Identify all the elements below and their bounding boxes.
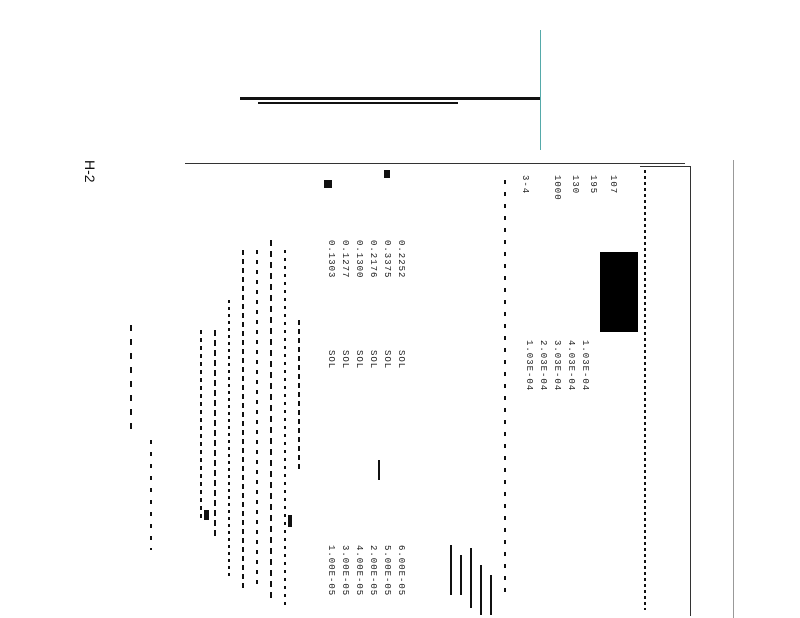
scan-column-5 — [256, 250, 258, 590]
header-code-2: 195 — [588, 175, 598, 195]
table-right-frame-top — [640, 166, 690, 167]
scan-artifact-top-2 — [258, 102, 458, 104]
page-right-edge — [733, 160, 734, 618]
header-code-1: 107 — [608, 175, 618, 195]
scan-column-8 — [298, 320, 300, 470]
redaction-block — [600, 252, 638, 332]
sol-label-3: SOL — [354, 350, 364, 370]
scan-column-6 — [270, 240, 272, 600]
sol-label-6: SOL — [396, 350, 406, 370]
value-b-1: 1.03E-04 — [524, 340, 534, 392]
scan-column-10 — [644, 170, 646, 610]
scan-column-1 — [200, 330, 202, 520]
scan-cluster-1 — [450, 545, 452, 595]
sol-label-4: SOL — [368, 350, 378, 370]
scan-column-12 — [150, 440, 152, 550]
value-c-5: 5.00E-05 — [382, 545, 392, 597]
value-b-2: 2.03E-04 — [538, 340, 548, 392]
value-a-1: 0.1303 — [326, 240, 336, 279]
sol-label-2: SOL — [340, 350, 350, 370]
scan-mark-5 — [324, 180, 332, 188]
scan-column-7 — [284, 250, 286, 610]
scan-artifact-top — [240, 97, 540, 100]
scan-mark-3 — [378, 460, 380, 480]
value-a-4: 0.2176 — [368, 240, 378, 279]
header-code-3: 130 — [570, 175, 580, 195]
scan-mark-2 — [204, 510, 209, 520]
table-right-frame — [690, 166, 691, 616]
scan-column-2 — [214, 330, 216, 540]
sol-label-5: SOL — [382, 350, 392, 370]
sol-label-1: SOL — [326, 350, 336, 370]
page-number: H-2 — [82, 160, 98, 183]
value-c-3: 4.00E-05 — [354, 545, 364, 597]
value-c-6: 6.00E-05 — [396, 545, 406, 597]
scan-mark-1 — [288, 515, 292, 527]
scan-mark-4 — [384, 170, 390, 178]
value-b-4: 4.03E-04 — [566, 340, 576, 392]
value-c-4: 2.00E-05 — [368, 545, 378, 597]
value-c-2: 3.00E-05 — [340, 545, 350, 597]
scan-cluster-2 — [460, 555, 462, 595]
scan-cluster-5 — [490, 575, 492, 615]
value-a-3: 0.1300 — [354, 240, 364, 279]
value-c-1: 1.00E-05 — [326, 545, 336, 597]
scan-cluster-4 — [480, 565, 482, 615]
value-b-5: 1.03E-04 — [580, 340, 590, 392]
header-code-4: 1000 — [552, 175, 562, 201]
table-top-rule — [185, 163, 685, 164]
rule-vertical-top — [540, 30, 541, 150]
scan-column-11 — [130, 325, 132, 435]
value-a-6: 0.2252 — [396, 240, 406, 279]
scan-column-9 — [504, 180, 506, 600]
value-a-2: 0.1277 — [340, 240, 350, 279]
value-a-5: 0.3375 — [382, 240, 392, 279]
scan-column-4 — [242, 250, 244, 590]
scan-cluster-3 — [470, 548, 472, 608]
scan-column-3 — [228, 300, 230, 580]
header-code-5: 3-4 — [520, 175, 530, 195]
value-b-3: 3.03E-04 — [552, 340, 562, 392]
